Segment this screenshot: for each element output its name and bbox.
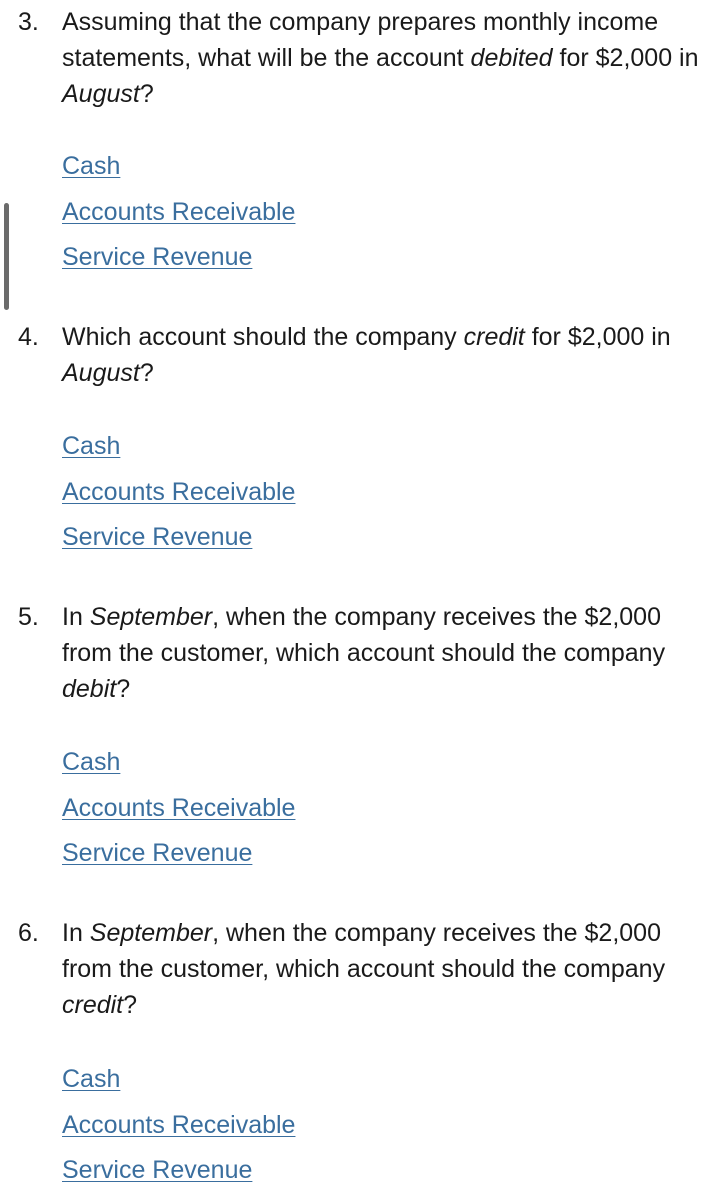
answer-option xyxy=(62,1107,295,1153)
question-text-segment: for $2,000 in xyxy=(524,323,671,351)
question-text-segment: ? xyxy=(139,80,154,108)
answer-option xyxy=(62,519,295,565)
question-text-segment: ? xyxy=(123,991,138,1019)
question-text-emphasis: September xyxy=(89,919,213,947)
question-text-segment: Which account should the company xyxy=(62,323,464,351)
question-number: 3. xyxy=(18,8,39,36)
question-text-segment: , when the company receives the $2,000 from the customer, which account should the company xyxy=(62,919,666,983)
answer-link-accounts-receivable[interactable]: Accounts Receivable xyxy=(62,197,296,226)
question-text-emphasis: credit xyxy=(62,991,124,1019)
question-text-segment: ? xyxy=(116,675,131,703)
question-number: 4. xyxy=(18,323,39,351)
question-text-emphasis: debited xyxy=(470,44,553,72)
answer-link-cash[interactable]: Cash xyxy=(62,1065,121,1093)
answer-option xyxy=(62,239,295,285)
answer-link-service-revenue[interactable]: Service Revenue xyxy=(62,839,253,867)
answer-link-service-revenue[interactable]: Service Revenue xyxy=(62,523,253,551)
question-text-segment: for $2,000 in xyxy=(552,44,699,72)
question-text xyxy=(62,599,702,707)
answer-option xyxy=(62,744,295,790)
answer-option xyxy=(62,1061,295,1107)
question-text xyxy=(62,4,702,112)
question-text-emphasis: September xyxy=(89,603,213,631)
question-text-segment: Assuming that the company prepares monthly income statements, what will be the account xyxy=(62,8,659,72)
question-text-segment: In xyxy=(62,919,90,947)
answer-link-service-revenue[interactable]: Service Revenue xyxy=(62,1156,253,1184)
answer-option xyxy=(62,428,295,474)
answer-option xyxy=(62,835,295,881)
answer-link-cash[interactable]: Cash xyxy=(62,152,121,180)
question-text-segment: , when the company receives the $2,000 from the customer, which account should the company xyxy=(62,603,666,667)
question-text xyxy=(62,319,702,391)
question-text-emphasis: debit xyxy=(62,675,117,703)
question-number: 5. xyxy=(18,603,39,631)
question-text xyxy=(62,915,702,1023)
answer-option xyxy=(62,194,295,240)
answer-option xyxy=(62,790,295,836)
answer-options xyxy=(62,148,295,285)
answer-options xyxy=(62,744,295,881)
answer-option xyxy=(62,148,295,194)
answer-link-service-revenue[interactable]: Service Revenue xyxy=(62,243,253,271)
answer-option xyxy=(62,474,295,520)
answer-link-accounts-receivable[interactable]: Accounts Receivable xyxy=(62,477,296,506)
answer-options xyxy=(62,1061,295,1198)
answer-link-accounts-receivable[interactable]: Accounts Receivable xyxy=(62,1110,296,1139)
question-text-segment: ? xyxy=(139,359,154,387)
answer-link-accounts-receivable[interactable]: Accounts Receivable xyxy=(62,793,296,822)
question-number: 6. xyxy=(18,919,39,947)
answer-link-cash[interactable]: Cash xyxy=(62,432,121,460)
answer-link-cash[interactable]: Cash xyxy=(62,748,121,776)
question-text-emphasis: August xyxy=(62,359,140,387)
answer-options xyxy=(62,428,295,565)
scroll-indicator[interactable] xyxy=(4,203,9,310)
question-text-emphasis: credit xyxy=(463,323,525,351)
question-text-emphasis: August xyxy=(62,80,140,108)
question-text-segment: In xyxy=(62,603,90,631)
answer-option xyxy=(62,1152,295,1198)
